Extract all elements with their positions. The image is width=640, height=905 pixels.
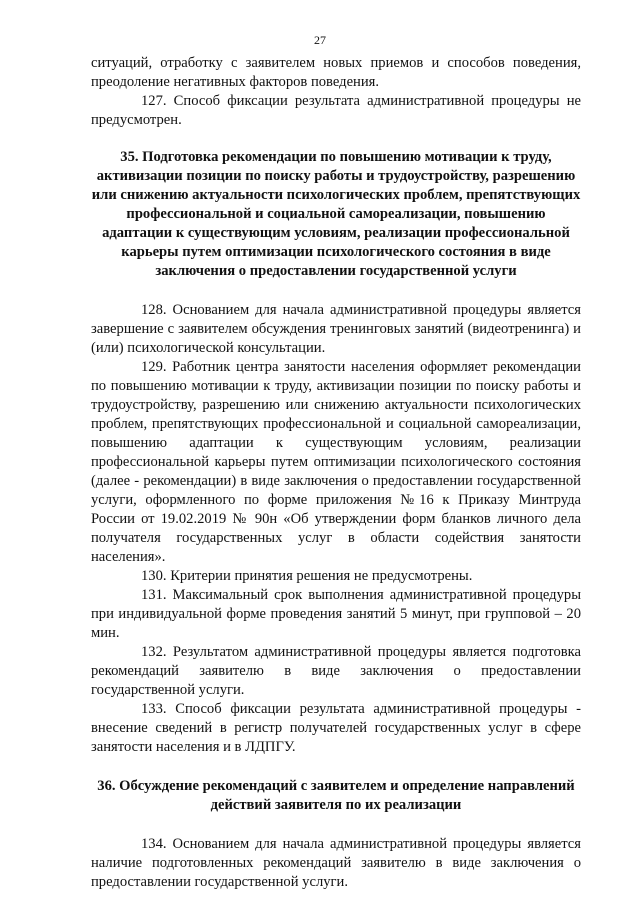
paragraph-133: 133. Способ фиксации результата административной процедуры - внесение сведений в регистр получателей государственных услуг в сфере занятости населения и в ЛДПГУ. [91,701,581,755]
page-number: 27 [314,33,326,47]
paragraph-continuation: ситуаций, отработку с заявителем новых приемов и способов поведения, преодоление негативных факторов поведения. [91,55,581,90]
paragraph-131: 131. Максимальный срок выполнения административной процедуры при индивидуальной форме проведения занятий 5 минут, при групповой – 20 мин. [91,587,581,641]
paragraph-132: 132. Результатом административной процедуры является подготовка рекомендаций заявителю в виде заключения о предоставлении государственной услуги. [91,644,581,698]
paragraph-129: 129. Работник центра занятости населения оформляет рекомендации по повышению мотивации к труду, активизации позиции по поиску работы и трудоустройству, разрешению или снижению актуальности психологических проблем, препятствующих профессиональной и социальной самореализации, повышению адаптации к существующим условиям, реализации профессиональной карьеры путем оптимизации психологического состояния (далее - рекомендации) в виде заключения о предоставлении государственной услуги, оформленного по форме приложения №16 к Приказу Минтруда России от 19.02.2019 № 90н «Об утверждении форм бланков личного дела получателя государственных услуг в области содействия занятости населения». [91,359,581,565]
paragraph-130: 130. Критерии принятия решения не предусмотрены. [141,568,473,584]
section-heading-35: 35. Подготовка рекомендации по повышению мотивации к труду, активизации позиции по поиску работы и трудоустройству, разрешению или снижению актуальности психологических проблем, препятствующих профессиональной и социальной самореализации, повышению адаптации к существующим условиям, реализации профессиональной карьеры путем оптимизации психологического состояния в виде заключения о предоставлении государственной услуги [91,149,581,279]
paragraph-127: 127. Способ фиксации результата административной процедуры не предусмотрен. [91,93,581,128]
document-body [91,54,581,892]
paragraph-128: 128. Основанием для начала административной процедуры является завершение с заявителем обсуждения тренинговых занятий (видеотренинга) и (или) психологической консультации. [91,302,581,356]
paragraph-134: 134. Основанием для начала административной процедуры является наличие подготовленных рекомендаций заявителю в виде заключения о предоставлении государственной услуги. [91,836,581,890]
section-heading-36: 36. Обсуждение рекомендаций с заявителем и определение направлений действий заявителя по их реализации [97,778,575,813]
